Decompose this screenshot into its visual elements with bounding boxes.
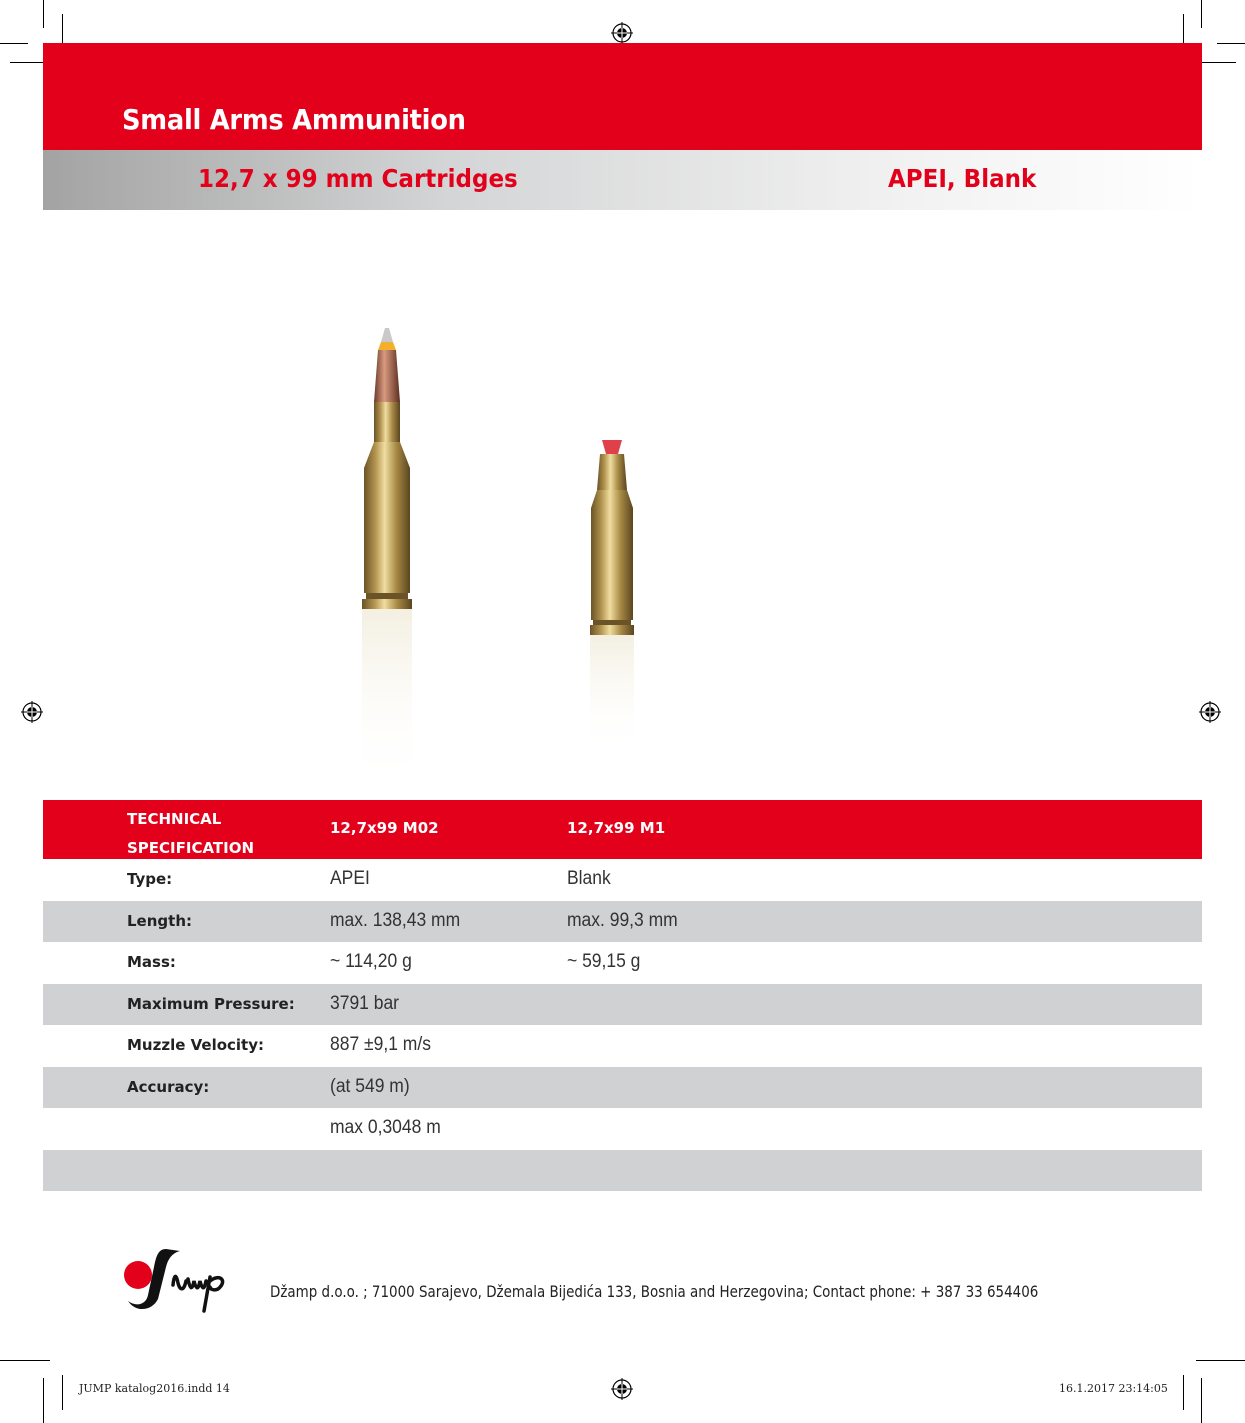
crop-mark [1217,43,1245,44]
spec-header-m02: 12,7x99 M02 [330,819,439,837]
row-value-m02: 887 ±9,1 m/s [330,1034,431,1055]
row-label: Maximum Pressure: [127,994,295,1013]
row-value-m1: ~ 59,15 g [567,951,641,972]
row-label: Accuracy: [127,1077,210,1096]
spec-table-header [43,800,1202,859]
print-slug-file: JUMP katalog2016.indd 14 [79,1382,230,1395]
crop-mark [43,1378,44,1423]
row-value-m02: ~ 114,20 g [330,951,412,972]
crop-mark [1201,0,1202,28]
spec-header-m1: 12,7x99 M1 [567,819,666,837]
row-label: Type: [127,870,173,888]
crop-mark [1183,1375,1184,1410]
crop-mark [1201,1378,1202,1423]
cartridges-photo [300,310,720,800]
crop-mark [43,0,44,28]
row-value-m02: (at 549 m) [330,1075,410,1097]
row-value-m02: APEI [330,868,370,889]
registration-mark-icon [21,701,43,723]
row-label: Length: [127,911,192,930]
print-slug-datetime: 16.1.2017 23:14:05 [1059,1382,1168,1395]
row-label: Mass: [127,953,176,971]
page-title: Small Arms Ammunition [122,103,466,136]
table-row [43,1067,1202,1109]
company-address: Džamp d.o.o. ; 71000 Sarajevo, Džemala Bijedića 133, Bosnia and Herzegovina; Contact phone: + 387 33 654406 [270,1282,1039,1301]
table-row [43,1025,1202,1067]
row-value-m1: max. 99,3 mm [567,909,678,931]
row-value-m02: max 0,3048 m [330,1117,441,1138]
row-value-m02: max. 138,43 mm [330,909,461,931]
table-row [43,984,1202,1026]
row-value-m1: Blank [567,868,611,889]
blank-cartridge [590,440,634,755]
registration-mark-icon [611,22,633,44]
apei-cartridge [362,328,412,789]
crop-mark [0,43,28,44]
table-row [43,1108,1202,1150]
table-row [43,1150,1202,1192]
product-variants: APEI, Blank [888,164,1037,193]
table-row [43,859,1202,901]
row-value-m02: 3791 bar [330,992,400,1014]
table-row [43,901,1202,943]
registration-mark-icon [611,1378,633,1400]
crop-mark [1196,1360,1245,1361]
crop-mark [0,1360,50,1361]
jump-logo [118,1245,258,1315]
spec-header-label: TECHNICAL SPECIFICATION [127,810,255,857]
registration-mark-icon [1199,701,1221,723]
row-label: Muzzle Velocity: [127,1036,264,1054]
crop-mark [1196,62,1236,63]
spec-table [43,800,1202,1191]
crop-mark [62,1375,63,1410]
table-row [43,942,1202,984]
product-title: 12,7 x 99 mm Cartridges [198,164,518,193]
